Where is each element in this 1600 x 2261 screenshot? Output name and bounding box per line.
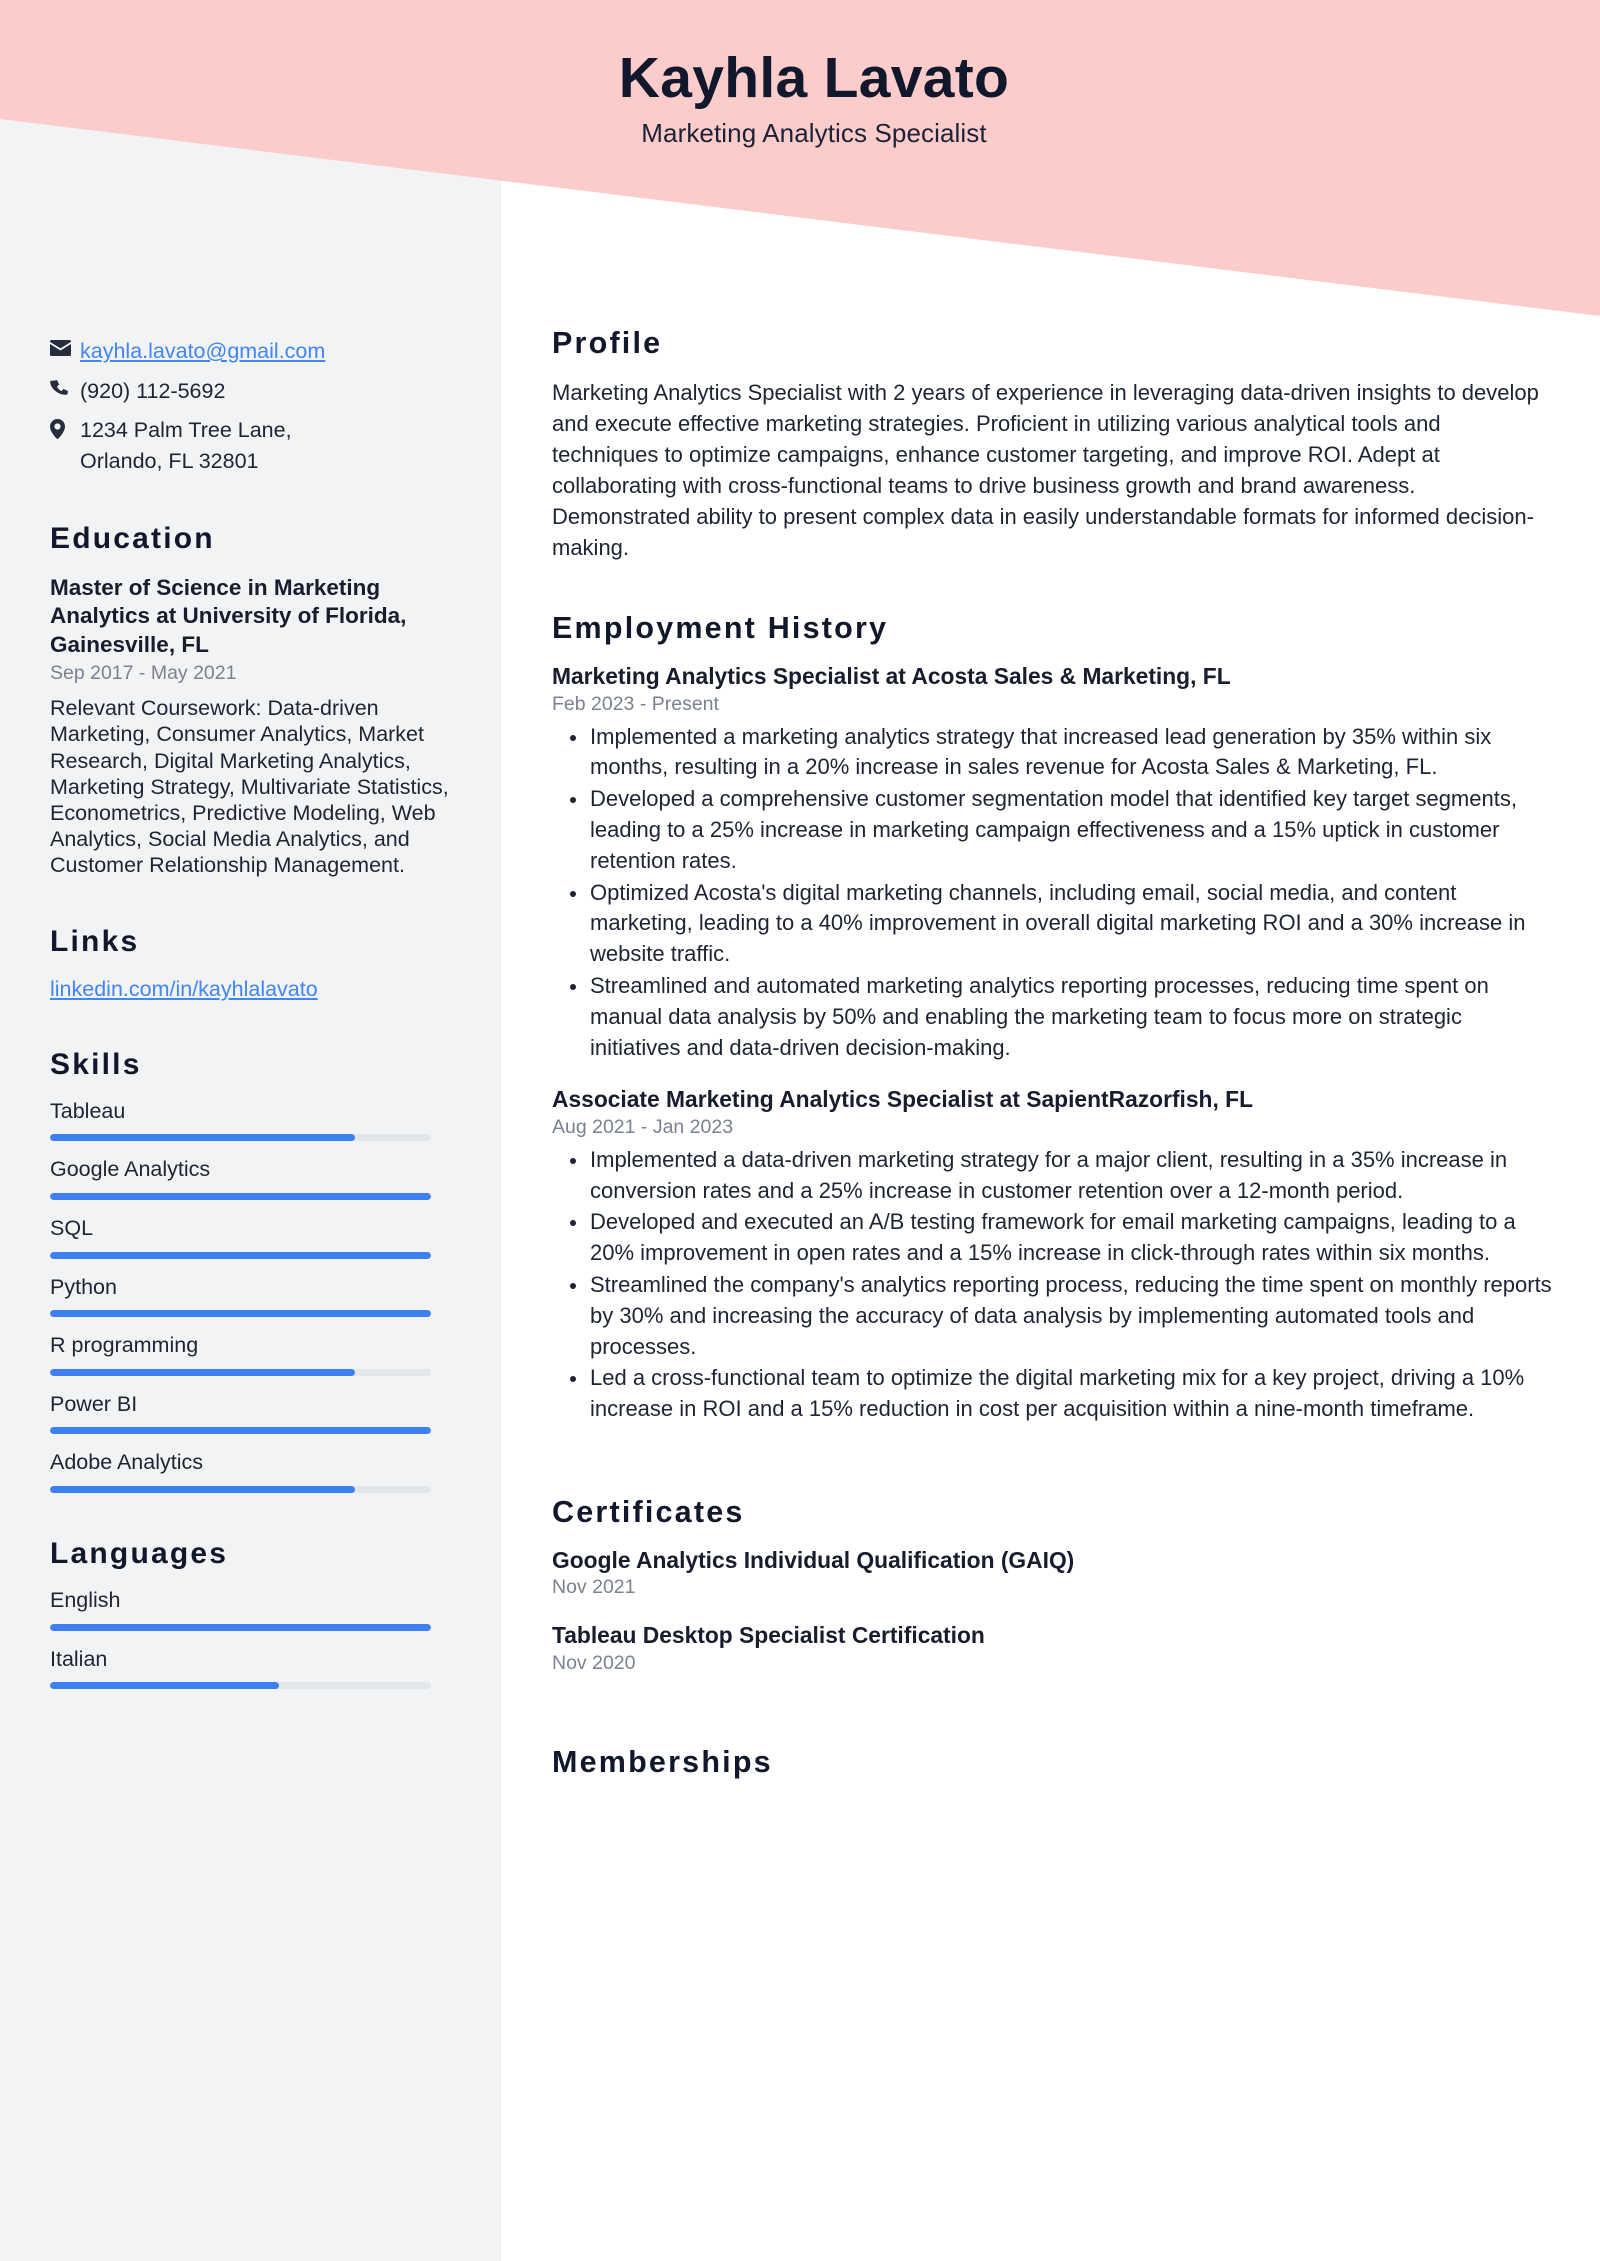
skill-label: R programming (50, 1333, 199, 1358)
language-bar-track (50, 1682, 431, 1689)
job-entry (552, 1085, 1552, 1425)
skill-label: Power BI (50, 1391, 138, 1416)
job-bullet: Streamlined and automated marketing analytics reporting processes, reducing time spent on manual data analysis by 50% and enabling the marketing team to focus more on strategic initiatives and data-driven decision-making. (552, 971, 1552, 1063)
certificate-date: Nov 2020 (552, 1651, 636, 1674)
job-bullet: Led a cross-functional team to optimize the digital marketing mix for a key project, driving a 10% increase in ROI and a 15% reduction in cost per acquisition within a nine-month timeframe. (552, 1363, 1552, 1425)
skill-label: Tableau (50, 1098, 126, 1123)
memberships-heading: Memberships (552, 1744, 773, 1779)
location-pin-icon (50, 415, 80, 439)
links-section (50, 925, 451, 1002)
language (50, 1648, 451, 1690)
job-bullet: Optimized Acosta's digital marketing channels, including email, social media, and content marketing, leading to a 40% improvement in overall digital marketing ROI and a 30% increase in website traffic. (552, 878, 1552, 970)
skill-bar-track (50, 1369, 431, 1376)
job-bullet: Implemented a marketing analytics strategy that increased lead generation by 35% within six months, resulting in a 20% increase in sales revenue for Acosta Sales & Marketing, FL. (552, 722, 1552, 784)
skill-label: Adobe Analytics (50, 1450, 203, 1475)
jobs-list (552, 662, 1552, 1425)
profile-section (552, 326, 1552, 563)
job-bullet: Streamlined the company's analytics reporting process, reducing the time spent on monthly reports by 30% and increasing the accuracy of data analysis by implementing automated tools and processes. (552, 1270, 1552, 1362)
skill (50, 1276, 451, 1318)
skill-bar-fill (50, 1134, 355, 1141)
languages-section (50, 1537, 451, 1689)
skill-bar-fill (50, 1486, 355, 1493)
contact-value[interactable] (80, 336, 451, 367)
job-bullet: Implemented a data-driven marketing strategy for a major client, resulting in a 35% increase in conversion rates and a 25% increase in customer retention over a 12-month period. (552, 1145, 1552, 1207)
certificates-section (552, 1495, 1552, 1675)
languages-heading: Languages (50, 1537, 229, 1571)
skill-bar-track (50, 1193, 431, 1200)
skill (50, 1158, 451, 1200)
skill (50, 1100, 451, 1142)
job-date: Aug 2021 - Jan 2023 (552, 1115, 734, 1138)
linkedin-link[interactable]: linkedin.com/in/kayhlalavato (50, 976, 318, 1001)
language (50, 1589, 451, 1631)
skill-bar-fill (50, 1193, 431, 1200)
certificate-entry (552, 1546, 1552, 1599)
education-heading: Education (50, 522, 215, 556)
job-title: Marketing Analytics Specialist at Acosta Sales & Marketing, FL (552, 663, 1231, 690)
skill (50, 1393, 451, 1435)
links-heading: Links (50, 924, 140, 958)
skill-bar-track (50, 1486, 431, 1493)
email-link[interactable]: kayhla.lavato@gmail.com (80, 339, 326, 363)
language-label: English (50, 1588, 121, 1613)
certificates-list (552, 1546, 1552, 1675)
candidate-name: Kayhla Lavato (618, 46, 1010, 110)
skill (50, 1451, 451, 1493)
skill-label: SQL (50, 1215, 94, 1240)
education-degree: Master of Science in Marketing Analytics at University of Florida, Gainesville, FL (50, 575, 407, 657)
certificate-entry (552, 1621, 1552, 1674)
job-bullet: Developed a comprehensive customer segmentation model that identified key target segments, leading to a 25% increase in marketing campaign effectiveness and a 15% uptick in customer retention rates. (552, 784, 1552, 876)
main-content (552, 0, 1552, 1796)
language-bar-fill (50, 1682, 279, 1689)
languages-list (50, 1589, 451, 1689)
skill-bar-track (50, 1252, 431, 1259)
skill-bar-track (50, 1134, 431, 1141)
education-description: Relevant Coursework: Data-driven Marketing, Consumer Analytics, Market Research, Digital Marketing Analytics, Marketing Strategy, Multivariate Statistics, Econometrics, Predictive Modeling, Web Analytics, Social Media Analytics, and Customer Relationship Management. (50, 696, 449, 878)
language-bar-fill (50, 1624, 431, 1631)
skill-bar-fill (50, 1369, 355, 1376)
skills-section (50, 1048, 451, 1493)
skill (50, 1217, 451, 1259)
sidebar (0, 0, 501, 1706)
education-section (50, 522, 451, 879)
skills-list (50, 1100, 451, 1493)
phone-icon (50, 376, 80, 399)
contact-list (50, 336, 451, 476)
profile-heading: Profile (552, 326, 663, 360)
contact-value: (920) 112-5692 (80, 378, 226, 403)
employment-heading: Employment History (552, 611, 889, 646)
contact-row (50, 415, 451, 476)
certificates-heading: Certificates (552, 1495, 745, 1529)
profile-text: Marketing Analytics Specialist with 2 years of experience in leveraging data-driven insights to develop and execute effective marketing strategies. Proficient in utilizing various analytical tools and techniques to optimize campaigns, enhance customer targeting, and improve ROI. Adept at collaborating with cross-functional teams to drive business growth and brand awareness. Demonstrated ability to present complex data in easily understandable formats for informed decision-making. (552, 380, 1539, 561)
language-bar-track (50, 1624, 431, 1631)
skill-bar-fill (50, 1310, 431, 1317)
language-label: Italian (50, 1646, 108, 1671)
memberships-section (552, 1745, 1552, 1780)
job-title: Associate Marketing Analytics Specialist at SapientRazorfish, FL (552, 1086, 1253, 1113)
spacer (552, 1447, 1552, 1495)
skill-label: Python (50, 1274, 117, 1299)
certificate-date: Nov 2021 (552, 1576, 636, 1599)
contact-row (50, 376, 451, 407)
contact-value: 1234 Palm Tree Lane, Orlando, FL 32801 (80, 418, 292, 473)
skill-bar-fill (50, 1252, 431, 1259)
certificate-title: Tableau Desktop Specialist Certification (552, 1622, 985, 1649)
skill-bar-fill (50, 1427, 431, 1434)
job-bullet-list (552, 722, 1552, 1064)
job-bullet-list (552, 1145, 1552, 1425)
contact-row[interactable] (50, 336, 451, 367)
skills-heading: Skills (50, 1047, 142, 1081)
job-entry (552, 662, 1552, 1063)
employment-section (552, 611, 1552, 1425)
envelope-icon (50, 336, 80, 356)
job-date: Feb 2023 - Present (552, 692, 719, 715)
skill-bar-track (50, 1310, 431, 1317)
skill-label: Google Analytics (50, 1157, 211, 1182)
links-list (50, 977, 451, 1002)
education-date: Sep 2017 - May 2021 (50, 662, 237, 685)
candidate-job-title: Marketing Analytics Specialist (641, 117, 987, 148)
skill-bar-track (50, 1427, 431, 1434)
job-bullet: Developed and executed an A/B testing framework for email marketing campaigns, leading to a 20% improvement in open rates and a 15% increase in click-through rates within six months. (552, 1207, 1552, 1269)
certificate-title: Google Analytics Individual Qualification (GAIQ) (552, 1547, 1075, 1573)
spacer (552, 563, 1552, 611)
skill (50, 1334, 451, 1376)
spacer (552, 1697, 1552, 1745)
